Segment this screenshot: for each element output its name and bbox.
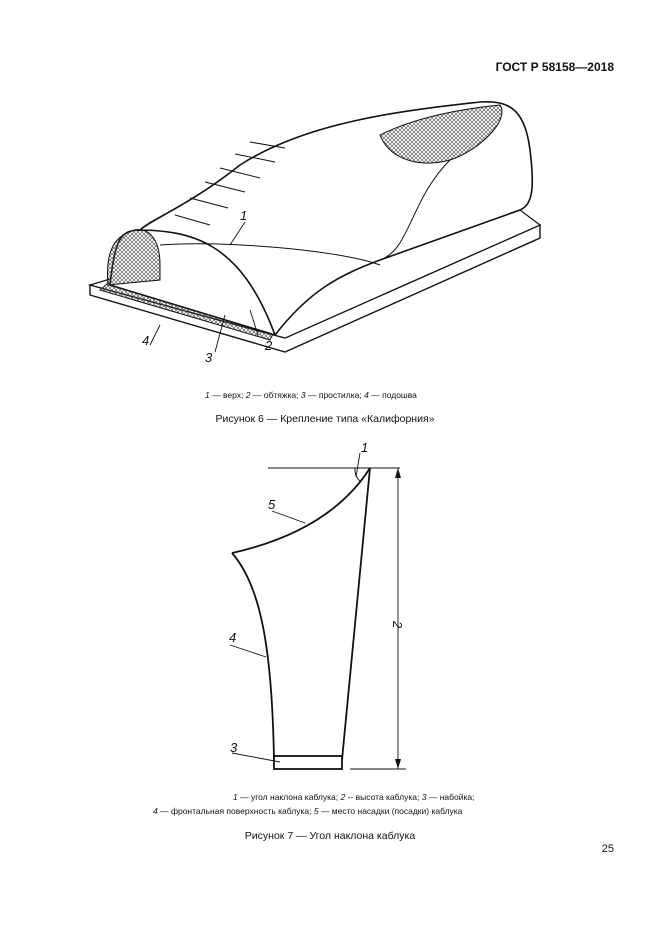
front-lining <box>107 230 160 285</box>
callout-3: 3 <box>230 740 238 755</box>
callout-4: 4 <box>142 333 150 348</box>
figure-6-legend: 1 — верх; 2 — обтяжка; 3 — простилка; 4 — подошва <box>205 390 417 400</box>
figure-7-title: Рисунок 7 — Угол наклона каблука <box>244 830 416 842</box>
callout-1: 1 <box>361 440 369 455</box>
callout-3: 3 <box>205 350 213 365</box>
figure-7-legend-line-1: 1 — угол наклона каблука; 2 -- высота каблука; 3 — набойка; <box>233 792 475 802</box>
heel-top-lift <box>274 756 342 769</box>
callout-5: 5 <box>268 497 276 512</box>
callout-2: 2 <box>390 621 405 629</box>
page-number: 25 <box>601 843 614 855</box>
heel-seat-curve <box>232 468 370 553</box>
figure-7-legend-line-2: 4 — фронтальная поверхность каблука; 5 — место насадки (посадки) каблука <box>153 806 463 816</box>
callout-2: 2 <box>265 338 273 353</box>
heel-front-surface <box>232 553 274 760</box>
heel-back-line <box>342 468 370 760</box>
figure-6-shoe-drawing <box>80 90 560 375</box>
figure-7-heel-drawing <box>210 435 440 780</box>
standard-designation: ГОСТ Р 58158—2018 <box>495 60 614 74</box>
callout-1: 1 <box>240 208 248 223</box>
angle-arc <box>355 468 361 482</box>
callout-4: 4 <box>229 630 237 645</box>
figure-6-title: Рисунок 6 — Крепление типа «Калифорния» <box>215 413 435 425</box>
